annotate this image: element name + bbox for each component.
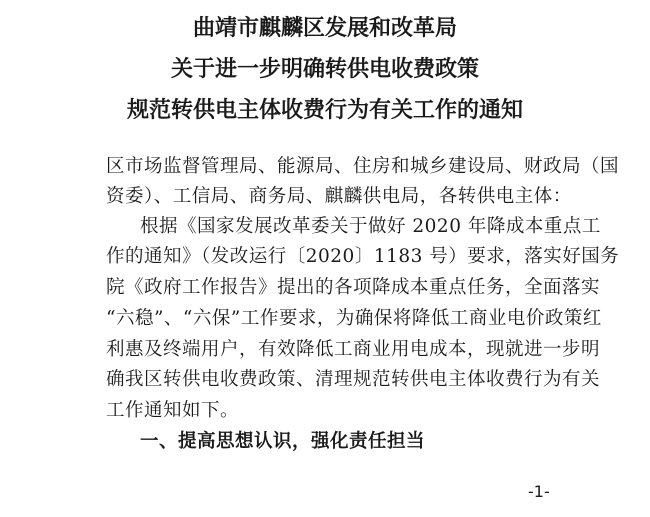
section-heading: 一、提高思想认识，强化责任担当 [140,431,426,452]
body-line-6: 确我区转供电收费政策、清理规范转供电主体收费行为有关 [106,369,601,390]
title-line-1: 曲靖市麒麟区发展和改革局 [192,15,457,41]
title-line-2: 关于进一步明确转供电收费政策 [170,56,479,82]
recipients-line-2: 资委）、工信局、商务局、麒麟供电局，各转供电主体： [106,186,572,207]
body-line-3: 院《政府工作报告》提出的各项降成本重点任务，全面落实 [106,277,601,298]
recipients-line-1: 区市场监督管理局、能源局、住房和城乡建设局、财政局（国 [106,156,620,177]
body-line-7: 工作通知如下。 [106,400,240,421]
body-line-2: 作的通知》（发改运行〔2020〕1183 号）要求，落实好国务 [106,246,620,267]
page-number: -1- [528,482,550,501]
body-line-1: 根据《国家发展改革委关于做好 2020 年降成本重点工 [140,216,601,237]
body-line-4: “六稳”、“六保”工作要求，为确保将降低工商业电价政策红 [106,308,602,329]
title-line-3: 规范转供电主体收费行为有关工作的通知 [126,97,523,123]
body-line-5: 利惠及终端用户，有效降低工商业用电成本，现就进一步明 [106,339,601,360]
